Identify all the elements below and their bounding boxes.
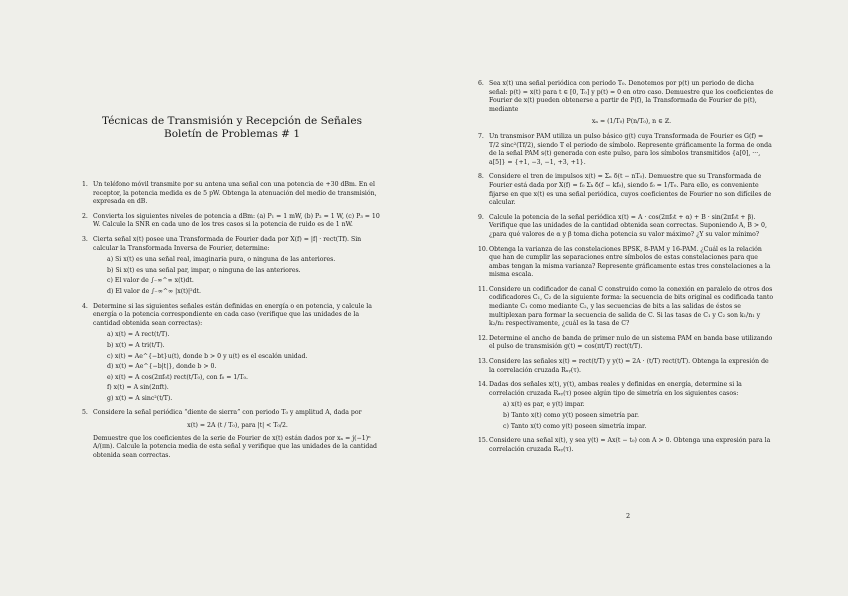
subitem: a) x(t) es par, e y(t) impar. [503,401,585,409]
problem-7 [478,133,774,167]
subitem: d) x(t) = Ae^{−b|t|}, donde b > 0. [107,363,217,371]
problem-number: 2. [82,212,88,220]
subitem: c) El valor de ∫₋∞^∞ x(t)dt. [107,277,194,285]
subitem: a) x(t) = A rect(t/T). [107,331,170,339]
problem-number: 11. [478,285,488,293]
subitem: d) El valor de ∫₋∞^∞ |x(t)|²dt. [107,287,202,295]
problem-5 [82,409,382,460]
subitem: g) x(t) = A sinc²(t/T). [107,394,173,402]
problem-9 [478,214,774,240]
problem-1 [82,181,382,207]
problem-text: Un transmisor PAM utiliza un pulso básico g(t) cuya Transformada de Fourier es G(f) = T/2 sinc²(Tf/2), siendo T el periodo de símbolo. Represente gráficamente la forma de onda de la señal PAM s(t) generada con este pulso, para los símbolos transmitidos {a[0], ···, a[5]} = {+1, −3, −1, +3, +1}. [489,132,772,166]
subitem: e) x(t) = A cos(2πf₀t) rect(t/T₀), con f₀ = 1/T₀. [107,373,248,381]
problem-text: Un teléfono móvil transmite por su antena una señal con una potencia de +30 dBm. En el receptor, la potencia medida es de 5 pW. Obtenga la atenuación del medio de transmisión, expresada en dB. [93,181,377,206]
problem-text: Determine el ancho de banda de primer nulo de un sistema PAM en banda base utilizando el pulso de transmisión g(t) = cos(πt/T) rect(t/T). [489,334,773,351]
problem-text: Cierta señal x(t) posee una Transformada de Fourier dada por X(f) = |f| · rect(Tf). Sin calcular la Transformada Inversa de Fourier, determine: [93,235,362,252]
subitem: c) Tanto x(t) como y(t) poseen simetría impar. [503,422,647,430]
problem-text: Considere un codificador de canal C construido como la conexión en paralelo de otros dos codificadores C₁, C₂ de la siguiente forma: la secuencia de bits original es codificada tanto mediante C₁ como mediante C₂, y las secuencias de bits a las salidas de éstos se multiplexan para formar la secuencia de salida de C. Si las tasas de C₁ y C₂ son k₁/n₁ y k₂/n₂ respectivamente, ¿cuál es la tasa de C? [489,285,774,328]
problem-text: Considere las señales x(t) = rect(t/T) y y(t) = 2A · (t/T) rect(t/T). Obtenga la expresión de la correlación cruzada Rₓᵧ(τ). [489,358,769,374]
problem-text: Dadas dos señales x(t), y(t), ambas reales y definidas en energía, determine si la correlación cruzada Rₓᵧ(τ) posee algún tipo de simetría en los siguientes casos: [489,381,742,397]
problem-8 [478,173,774,207]
problem-text: Considere la señal periódica “diente de sierra” con periodo T₀ y amplitud A, dada por [93,409,362,417]
problem-number: 8. [478,173,484,181]
problem-6 [478,80,774,127]
title-line-1: Técnicas de Transmisión y Recepción de Señales [102,115,362,127]
problem-14 [478,381,774,431]
subitem: b) Tanto x(t) como y(t) poseen simetría par. [503,412,639,419]
problem-10 [478,246,774,280]
problem-4 [82,303,382,404]
problem-number: 9. [478,213,484,221]
equation: xₙ = (1/T₀) P(n/T₀), n ∈ ℤ. [591,118,672,126]
problem-15 [478,437,774,454]
problem-number: 5. [82,409,88,417]
title-line-2: Boletín de Problemas # 1 [163,128,301,140]
problem-number: 14. [478,381,488,389]
subitem: a) Si x(t) es una señal real, imaginaria pura, o ninguna de las anteriores. [107,256,336,264]
problem-text: Calcule la potencia de la señal periódica x(t) = A · cos(2πf₀t + α) + B · sin(2πf₀t + β). Verifique que las unidades de la cantidad obtenida sean correctas. Suponiendo A, B > 0, ¿para qué valores de α y β toma dicha potencia su valor máximo? ¿Y su valor mínimo? [489,213,767,238]
problem-number: 12. [478,334,488,342]
problem-number: 13. [478,358,488,366]
subitem: b) x(t) = A tri(t/T). [107,341,165,349]
document-title [82,115,382,141]
problem-number: 3. [82,235,88,243]
subitem: f) x(t) = A sin(2πft). [107,384,169,392]
left-column [82,115,382,466]
subitem-list [107,331,382,403]
problem-text: Considere una señal x(t), y sea y(t) = Ax(t − t₀) con A > 0. Obtenga una expresión para la correlación cruzada Rₓᵧ(τ). [489,437,771,453]
problem-text: Determine si las siguientes señales están definidas en energía o en potencia, y calcule la energía o la potencia correspondiente en cada caso (verifique que las unidades de la cantidad obtenida sean correctas): [93,302,372,327]
problem-number: 4. [82,302,88,310]
problem-number: 10. [478,245,488,253]
problem-number: 1. [82,181,88,188]
problem-2 [82,213,382,230]
problem-text: Considere el tren de impulsos x(t) = Σₙ δ(t − nT₀). Demuestre que su Transformada de Fourier está dada por X(f) = f₀ Σₖ δ(f − kf₀), siendo f₀ = 1/T₀. Para ello, es conveniente fijarse en que x(t) es una señal periódica, cuyos coeficientes de Fourier no son difíciles de calcular. [489,173,772,207]
problem-text: Obtenga la varianza de las constelaciones BPSK, 8-PAM y 16-PAM. ¿Cuál es la relación que han de cumplir las separaciones entre símbolos de estas constelaciones para que ambas tengan la misma varianza? Represente gráficamente estas tres constelaciones a la misma escala. [489,245,771,279]
problem-text: Convierta los siguientes niveles de potencia a dBm: (a) P₁ = 1 mW, (b) P₂ = 1 W, (c) P₃ = 10 W. Calcule la SNR en cada uno de los tres casos si la potencia de ruido es de 1 nW. [93,212,380,229]
subitem: c) x(t) = Ae^{−bt}u(t), donde b > 0 y u(t) es el escalón unidad. [107,352,308,360]
problem-11 [478,286,774,329]
subitem-list [107,256,382,296]
problem-3 [82,236,382,297]
subitem: b) Si x(t) es una señal par, impar, o ninguna de las anteriores. [107,266,301,274]
problem-number: 15. [478,437,488,445]
right-column [478,80,774,460]
problem-text: Sea x(t) una señal periódica con periodo T₀. Denotemos por p(t) un periodo de dicha señal: p(t) = x(t) para t ∈ [0, T₀] y p(t) = 0 en otro caso. Demuestre que los coeficientes de Fourier de x(t) pueden obtenerse a partir de P(f), la Transformada de Fourier de p(t), mediante [489,80,774,113]
equation: x(t) = 2A (t / T₀), para |t| < T₀/2. [187,422,288,430]
problem-number: 7. [478,132,484,140]
problem-number: 6. [478,80,484,87]
page-number: 2 [626,512,631,520]
problem-text-continued: Demuestre que los coeficientes de la serie de Fourier de x(t) están dados por xₙ = j(−1)ⁿ A/(πn). Calcule la potencia media de esta señal y verifique que las unidades de la cantidad obtenida sean correctas. [93,434,377,459]
subitem-list [503,401,774,431]
problem-13 [478,358,774,375]
problem-12 [478,335,774,352]
